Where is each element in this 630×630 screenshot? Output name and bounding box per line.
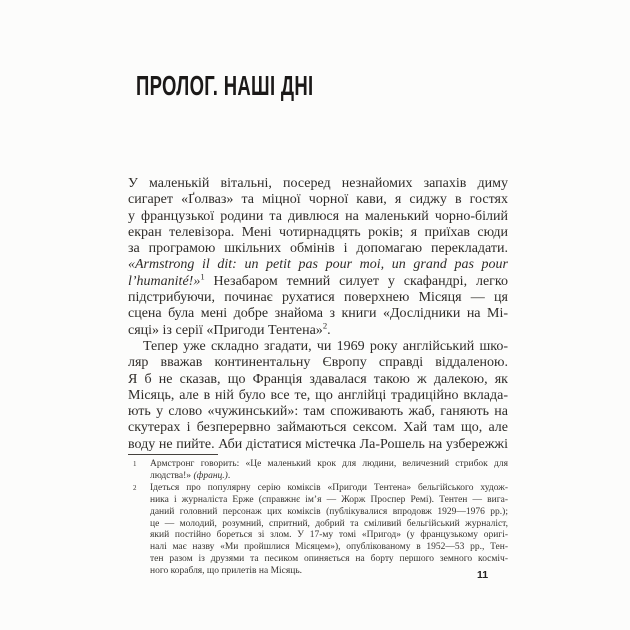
text-segment: Ідеться про популярну серію коміксів «Пригоди Тентена» бельгійського худож- [150,482,508,493]
text-line [128,290,508,306]
text-segment: У маленькій вітальні, посеред незнайомих запахів диму [128,176,508,191]
text-segment: Місяць, але в ній було все те, що англійці традиційно вклада- [128,387,508,403]
text-segment: екран телевізора. Мені чотирнадцять років; я приїхав сюди [128,224,508,240]
text-line [128,437,508,453]
footnote-reference: 2 [322,320,328,331]
text-segment: тен разом із друзями та песиком опиняється на борту першого земного косміч- [150,554,508,565]
text-segment: Я б не сказав, що Франція здавалася такою ж далекою, як [128,371,508,387]
text-line [128,192,508,208]
text-segment: l’humanité!» [128,273,201,289]
text-line [150,519,508,531]
page-number: 11 [477,569,489,581]
text-segment: Незабаром темний силует у скафандрі, легко [204,273,508,289]
text-segment: за програмою шкільних обмінів і допомагаю перекладати. [128,241,508,257]
text-line [128,339,508,355]
body-text [128,176,508,453]
text-segment: який постійно бореться зі злом. У 17-му томі «Пригод» (у французькому оригі- [150,530,508,541]
text-line [150,542,508,554]
text-line [150,483,508,495]
paragraph [128,339,508,453]
footnote-marker: 1 [133,460,137,468]
footnote-text [150,459,508,483]
text-segment: даний головний персонаж цих коміксів (публікувалися впродовж 1929—1976 рр.); [150,506,508,517]
chapter-title: ПРОЛОГ. НАШІ ДНІ [136,70,314,101]
text-line [128,355,508,371]
text-segment: у французької родини та дивлюся на маленький чорно-білий [128,208,508,224]
text-line [150,566,508,578]
text-segment: . [327,322,331,338]
text-segment: підстрибуючи, починає рухатися поверхнею Місяця — ця [128,290,508,306]
text-segment: ного корабля, що прилетів на Місяць. [150,566,303,577]
text-segment: сяці» із серії «Пригоди Тентена» [128,322,323,338]
footnote-reference: 1 [200,271,205,282]
footnote-marker: 2 [133,483,137,492]
text-line [150,530,508,542]
text-line [128,372,508,388]
text-segment: Армстронг говорить: «Це маленький крок для людини, величезний стрибок для [150,459,508,469]
text-line [150,471,508,483]
text-segment: ють у слово «чужинський»: там споживають жаб, ганяють на [128,404,508,420]
text-line [128,320,508,339]
text-line [128,225,508,241]
text-segment: людства!» [150,470,194,481]
footnote-separator [128,454,218,455]
text-segment: . [227,470,231,481]
text-line [128,388,508,404]
text-line [128,271,508,290]
text-segment: сцена була мені добре знайома з книги «Дослідники на Мі- [128,306,508,322]
footnote [128,459,508,483]
text-line [128,306,508,322]
text-segment: налі має назву «Ми пройшлися Місяцем»), опублікованому в 1952—53 рр., Тен- [150,542,508,553]
text-line [128,420,508,436]
text-line [128,257,508,273]
text-line [128,176,508,192]
footnotes [128,459,508,578]
text-line [128,209,508,225]
text-line [150,507,508,519]
text-segment: скутерах і безперервно займаються сексом. Хай там що, але [128,420,508,436]
text-segment: Тепер уже складно згадати, чи 1969 року англійський шко- [143,338,508,354]
paragraph [128,176,508,339]
text-segment: (франц.) [193,470,228,481]
text-segment: «Armstrong il dit: un petit pas pour moi, un grand pas pour [128,257,508,273]
text-segment: воду не пийте. Аби дістатися містечка Ла-Рошель на узбережжі [128,436,508,452]
text-line [150,459,508,471]
text-line [150,495,508,507]
text-line [128,241,508,257]
text-segment: це — молодий, розумний, спритний, добрий та сміливий бельгійський журналіст, [150,518,508,529]
text-segment: сигарет «Ґолваз» та міцної чорної кави, я сиджу в гостях [128,192,508,208]
text-line [128,404,508,420]
text-segment: ляр вважав континентальну Європу справді віддаленою. [128,355,508,371]
text-segment: ника і журналіста Ерже (справжнє ім’я — Жорж Проспер Ремі). Тентен — вига- [150,494,508,505]
footnote-text [150,483,508,578]
text-line [150,554,508,566]
footnote [128,483,508,578]
